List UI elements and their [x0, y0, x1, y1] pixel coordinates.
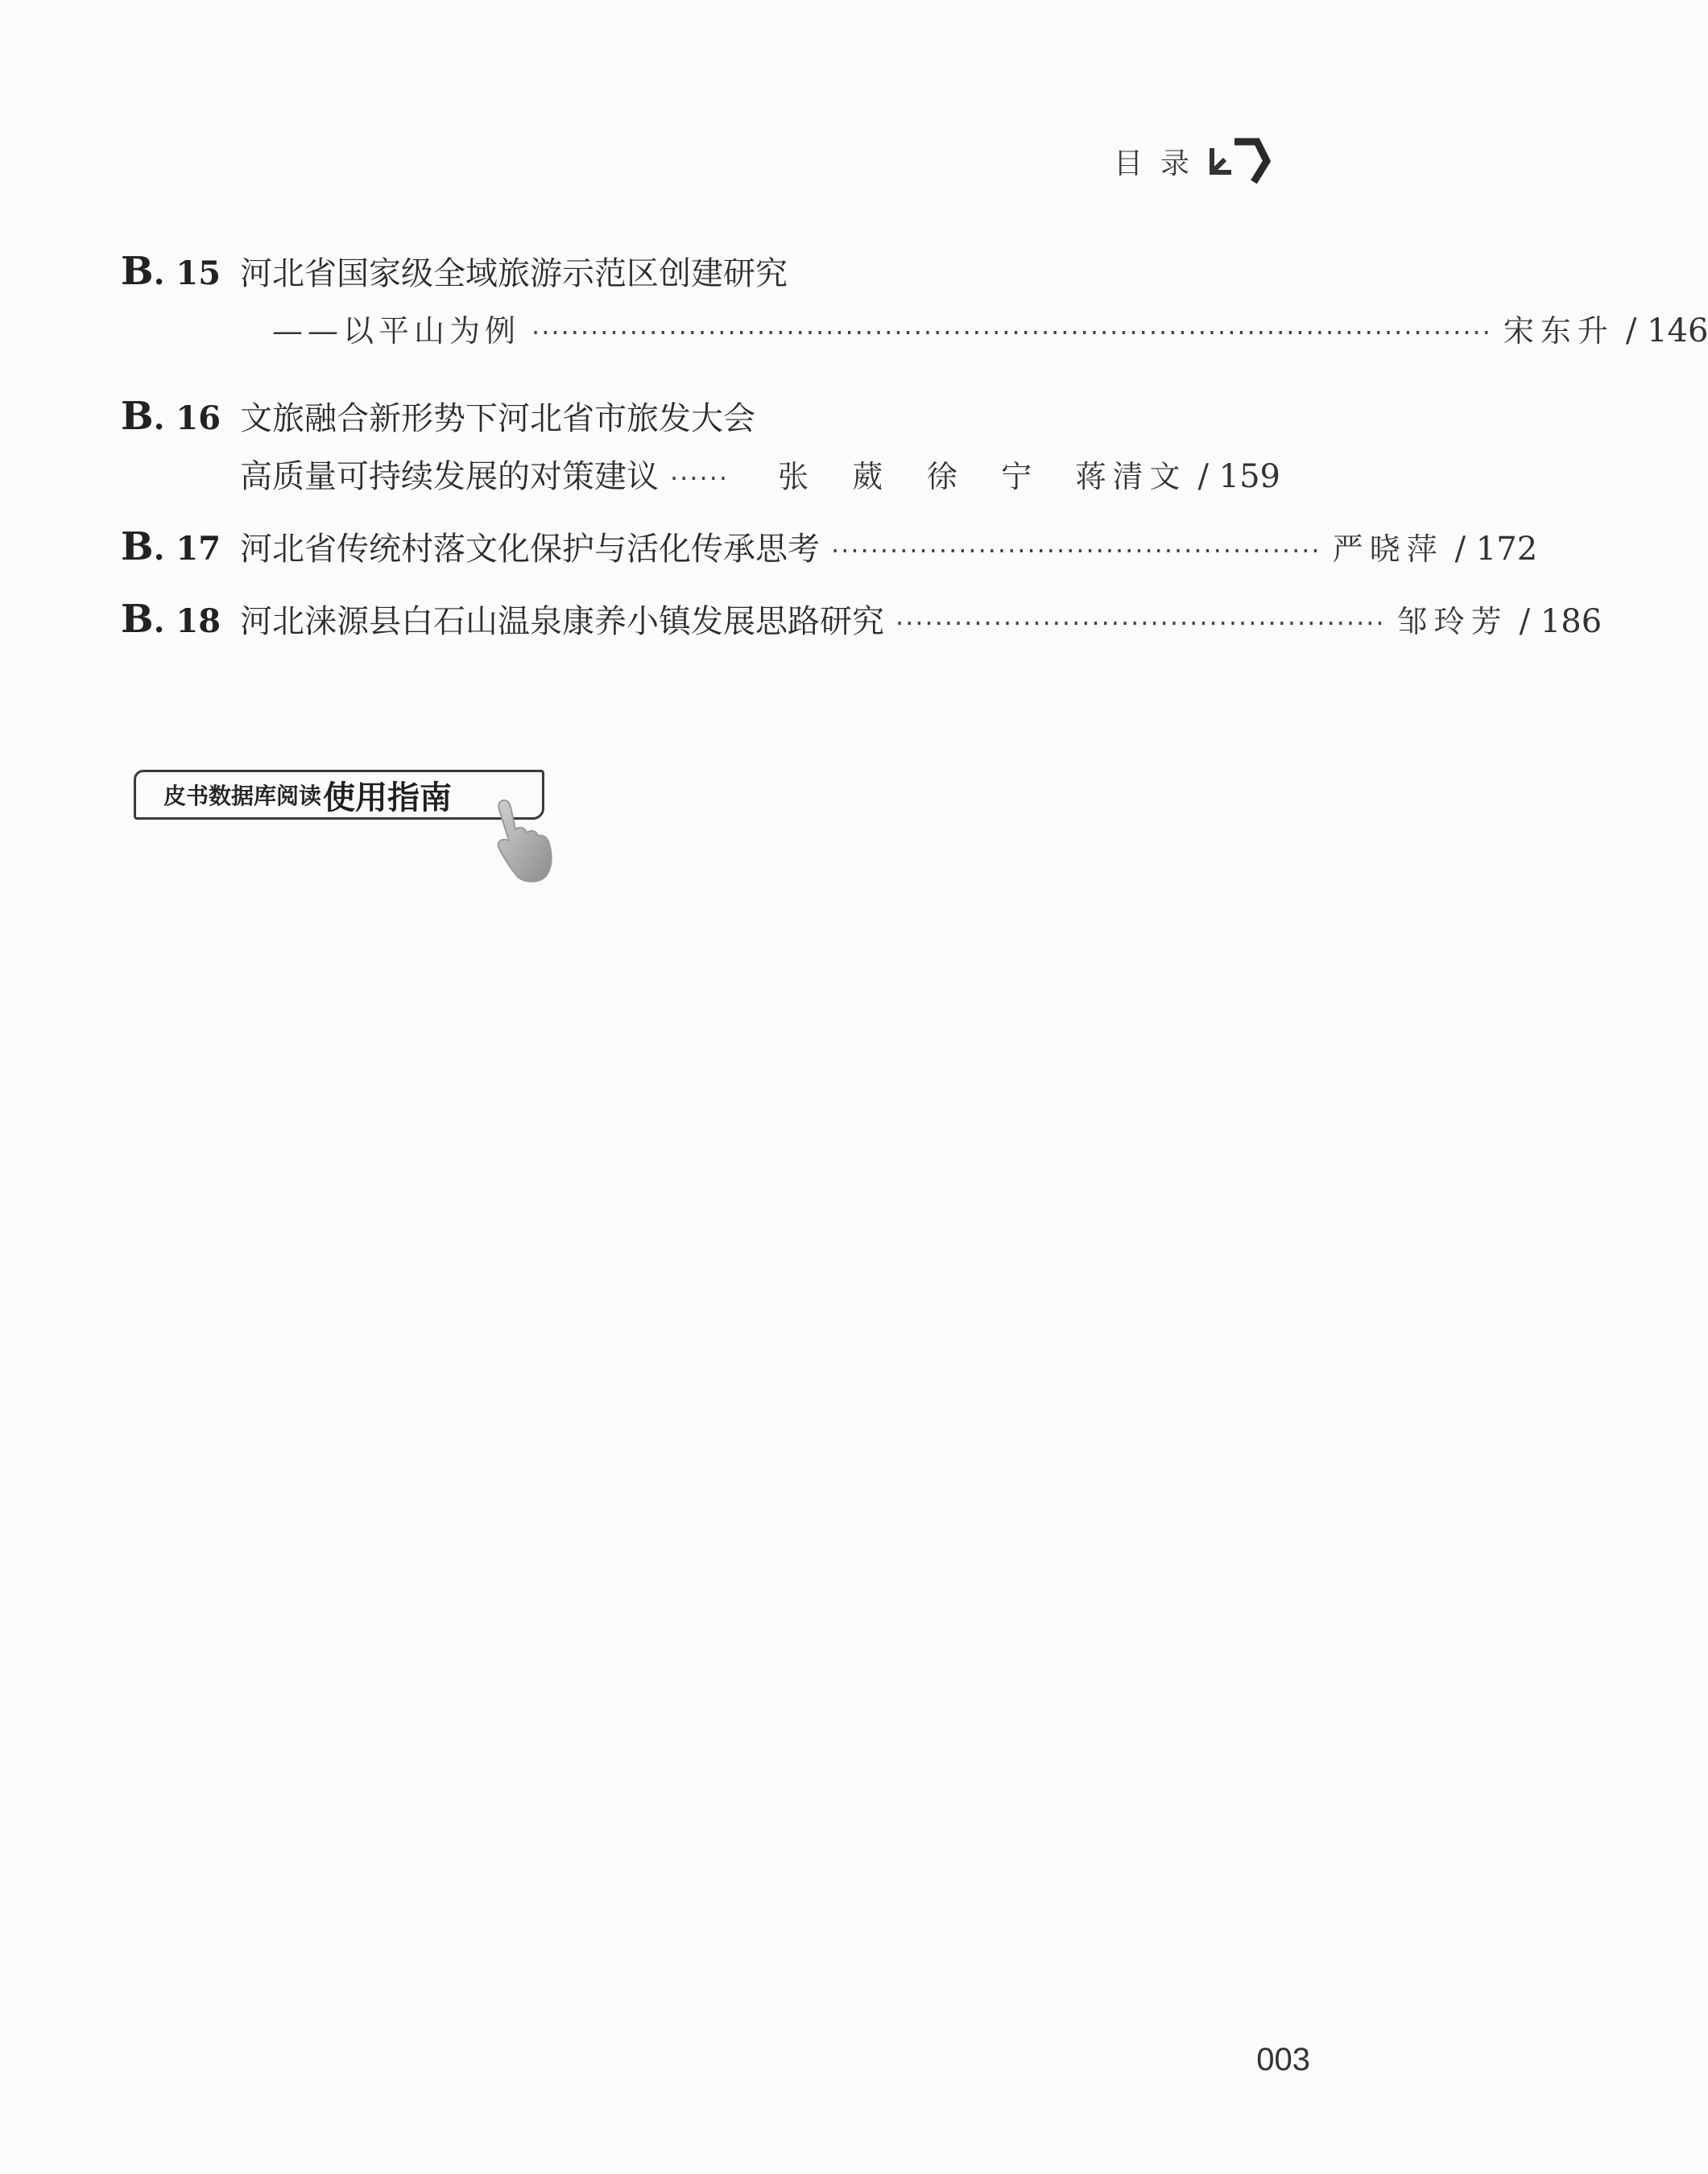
entry-author: 严晓萍	[1332, 531, 1444, 567]
database-guide-box[interactable]	[134, 770, 544, 820]
dot-leader: ··················································	[831, 535, 1321, 566]
toc-entry-title-line	[121, 596, 1603, 654]
toc-entry-title-line	[121, 523, 1538, 581]
toc-entry-b17[interactable]	[121, 523, 1538, 581]
entry-author: 宋东升	[1503, 313, 1615, 349]
guide-big-text: 使用指南	[323, 778, 453, 816]
guide-small-text: 皮书数据库阅读	[163, 783, 322, 809]
corner-arrow-icon	[1207, 135, 1275, 187]
toc-entry-b16[interactable]	[121, 393, 1280, 509]
author-name-part: 张	[778, 459, 809, 494]
page-number: 003	[1256, 2042, 1310, 2077]
entry-label: B. 16	[121, 394, 221, 439]
entry-page: / 146	[1625, 312, 1708, 349]
entry-title: 河北省国家级全域旅游示范区创建研究	[240, 255, 788, 292]
dot-leader: ······	[670, 463, 730, 494]
toc-entry-subtitle-line	[121, 306, 1708, 364]
table-of-contents	[121, 248, 1708, 654]
entry-title: 文旅融合新形势下河北省市旅发大会	[240, 400, 755, 437]
toc-entry-title-line	[121, 393, 1280, 451]
toc-entry-title-line	[121, 248, 1280, 306]
pointing-hand-icon	[493, 797, 554, 886]
entry-subtitle: ——以平山为例	[272, 313, 521, 349]
header-title: 目录	[1113, 147, 1207, 180]
toc-entry-subtitle-line	[121, 451, 1280, 509]
entry-subtitle: 高质量可持续发展的对策建议	[240, 458, 659, 495]
entry-label: B. 18	[121, 597, 221, 642]
entry-authors	[778, 452, 1186, 496]
entry-author: 邹玲芳	[1396, 604, 1508, 639]
author-name-part: 蒋清文	[1075, 459, 1187, 494]
toc-entry-b18[interactable]	[121, 596, 1603, 654]
author-name-part: 葳	[852, 459, 883, 494]
author-name-part: 宁	[1001, 459, 1032, 494]
dot-leader: ··················································	[895, 608, 1386, 639]
author-name-part: 徐	[926, 459, 957, 494]
entry-page: / 159	[1197, 458, 1280, 495]
entry-title: 河北省传统村落文化保护与活化传承思考	[240, 531, 820, 568]
toc-entry-b15[interactable]	[121, 248, 1708, 364]
entry-page: / 186	[1519, 603, 1603, 640]
entry-label: B. 15	[121, 249, 221, 294]
page-header	[1114, 135, 1275, 187]
entry-title: 河北涞源县白石山温泉康养小镇发展思路研究	[240, 603, 884, 640]
dot-leader: ··································································································	[531, 317, 1492, 348]
entry-page: / 172	[1454, 531, 1538, 568]
entry-label: B. 17	[121, 524, 221, 569]
